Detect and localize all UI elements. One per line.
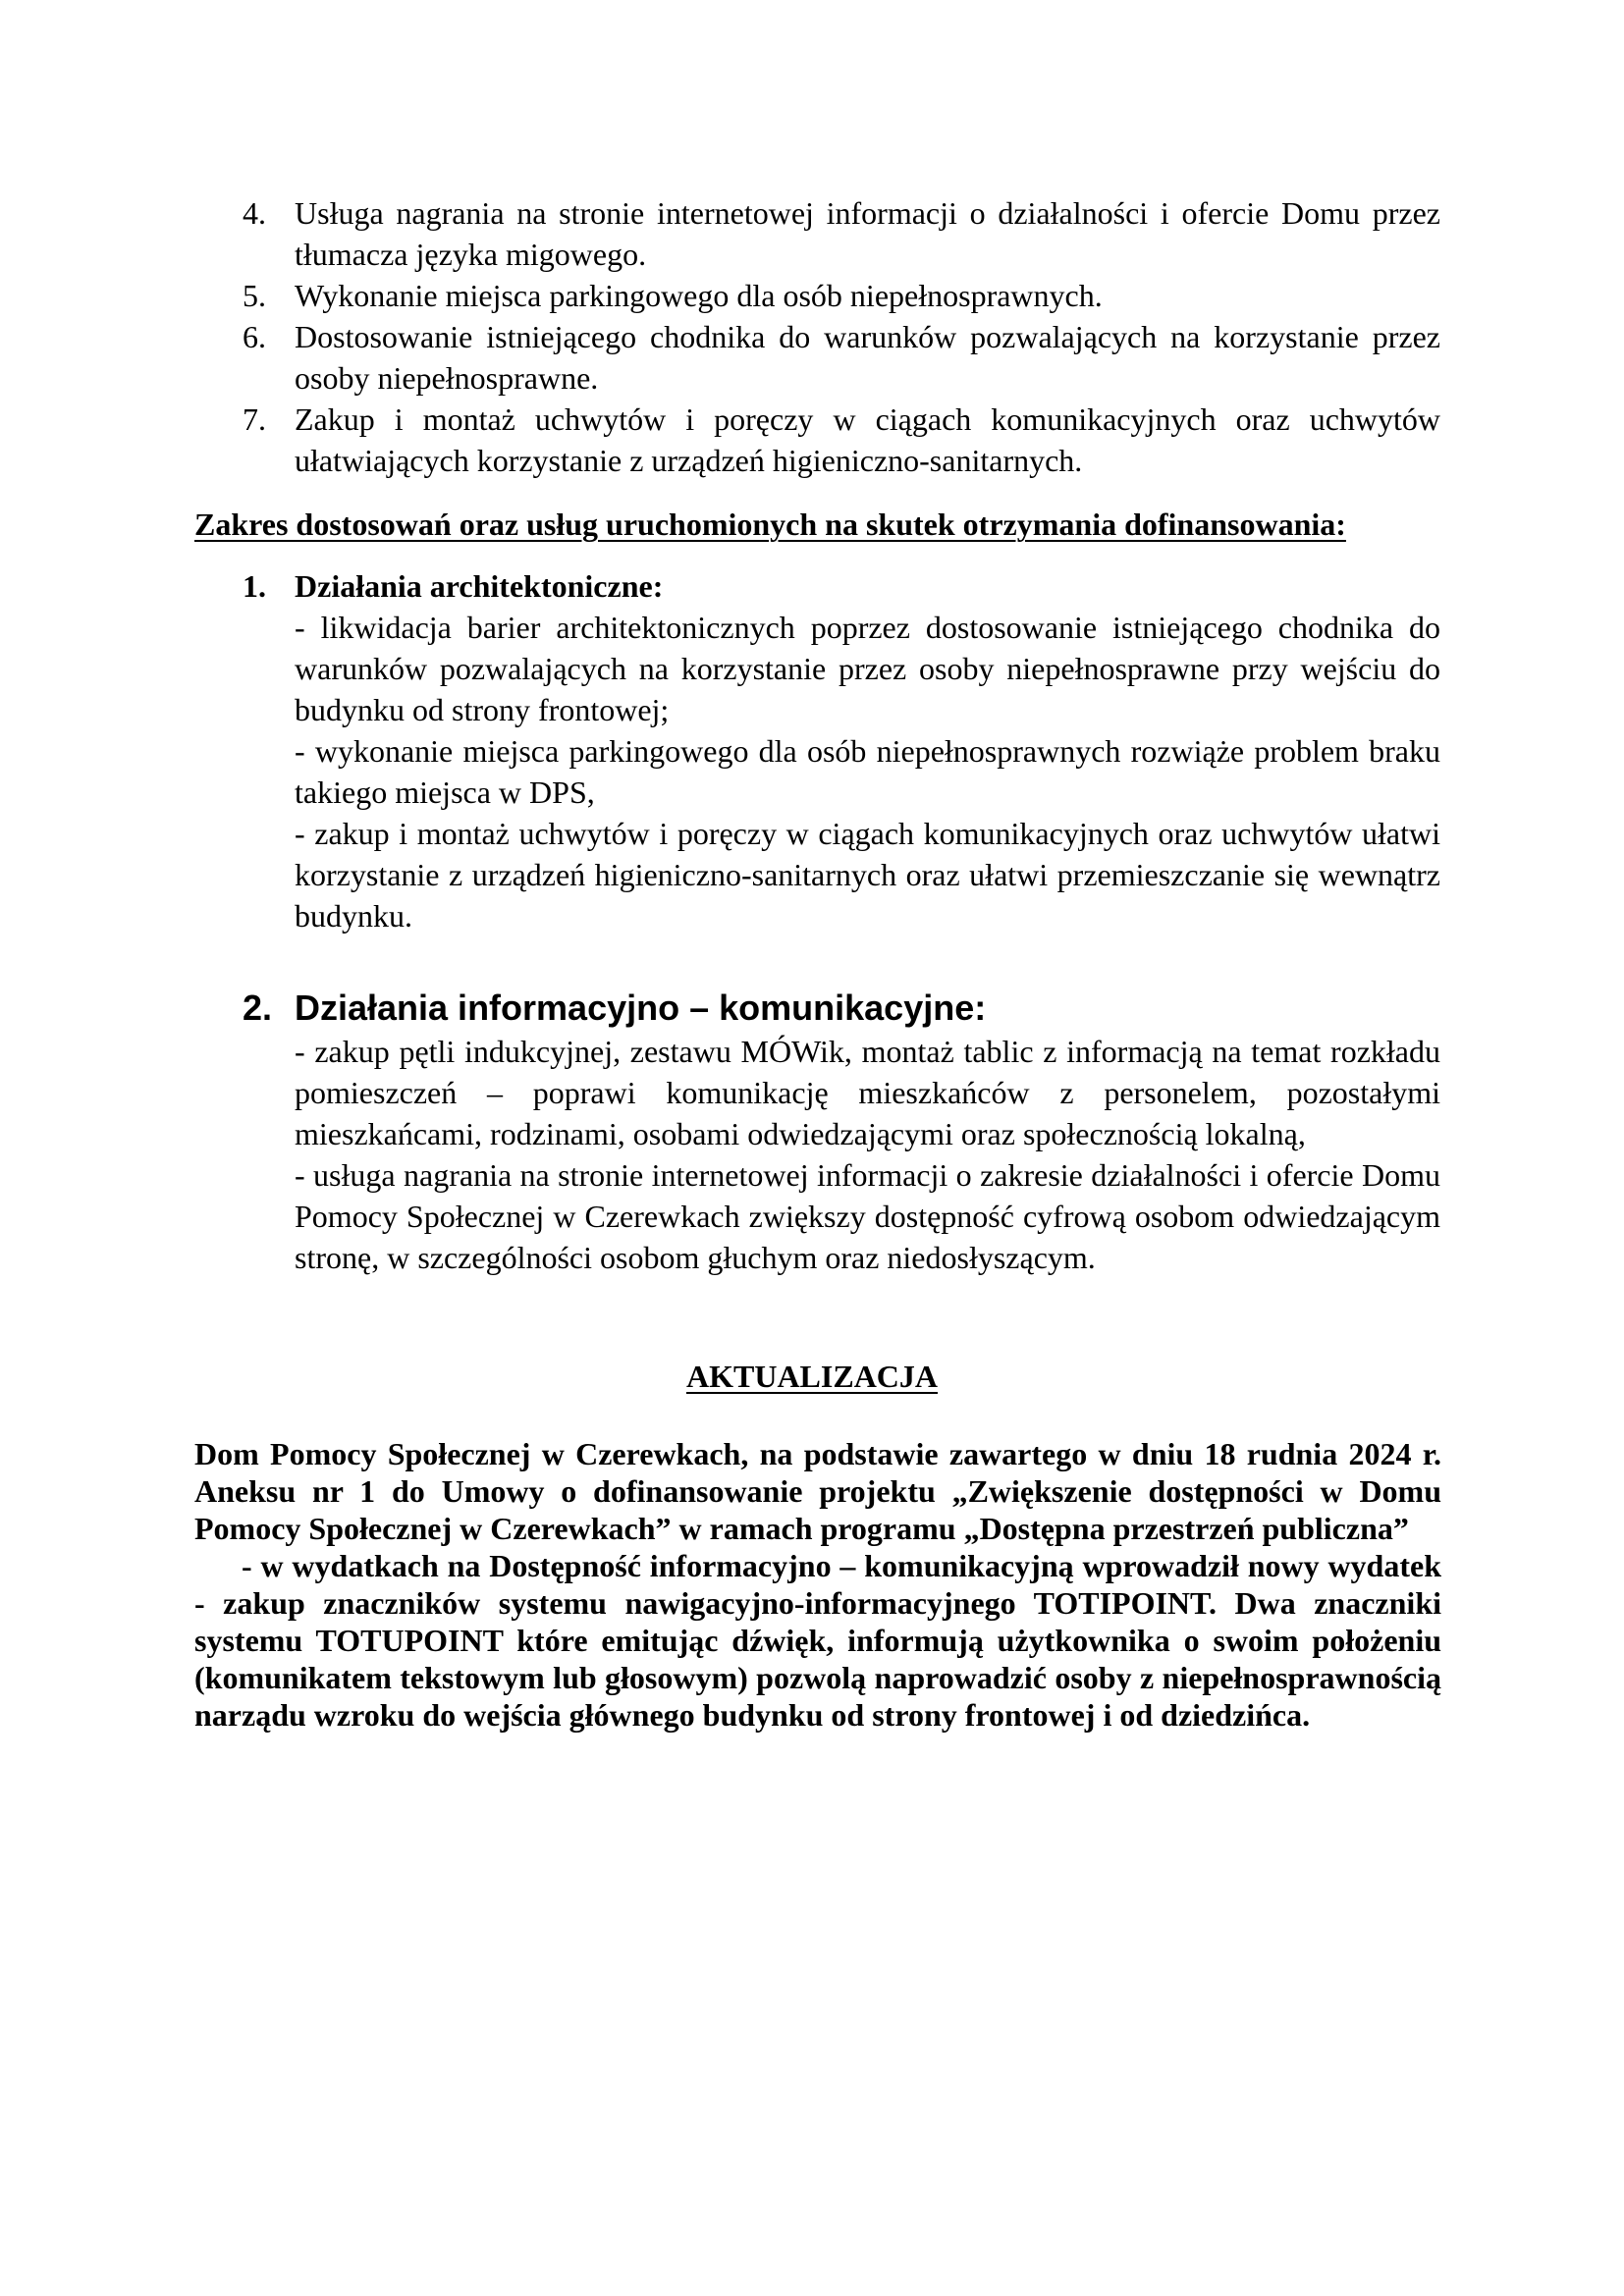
section-title	[243, 565, 1440, 607]
section-number: 2.	[243, 988, 273, 1028]
update-paragraph: Dom Pomocy Społecznej w Czerewkach, na podstawie zawartego w dniu 18 rudnia 2024 r. Aneksu nr 1 do Umowy o dofinansowanie projektu „Zwiększenie dostępności w Domu Pomocy Społecznej w Czerewkach” w ramach programu „Dostępna przestrzeń publiczna”	[194, 1436, 1441, 1546]
section-paragraph: - zakup i montaż uchwytów i poręczy w ciągach komunikacyjnych oraz uchwytów ułatwi korzystanie z urządzeń higieniczno-sanitarnych oraz ułatwi przemieszczanie się wewnątrz budynku.	[295, 816, 1440, 934]
section-title-text: Działania architektoniczne:	[295, 568, 664, 604]
numbered-list	[243, 192, 1440, 481]
list-item	[243, 399, 1440, 481]
list-item-number: 5.	[243, 278, 266, 313]
list-item-text: Dostosowanie istniejącego chodnika do warunków pozwalających na korzystanie przez osoby niepełnosprawne.	[295, 319, 1440, 396]
section-paragraph: - usługa nagrania na stronie internetowej informacji o zakresie działalności i ofercie Domu Pomocy Społecznej w Czerewkach zwiększy dostępność cyfrową osobom odwiedzającym stronę, w szczególności osobom głuchym oraz niedosłyszącym.	[295, 1157, 1440, 1275]
list-item-number: 6.	[243, 319, 266, 354]
list-item-text: Wykonanie miejsca parkingowego dla osób niepełnosprawnych.	[295, 278, 1103, 313]
list-item-text: Usługa nagrania na stronie internetowej informacji o działalności i ofercie Domu przez tłumacza języka migowego.	[295, 195, 1440, 272]
section-information	[243, 986, 1440, 1278]
list-item	[243, 275, 1440, 316]
section-paragraph: - wykonanie miejsca parkingowego dla osób niepełnosprawnych rozwiąże problem braku takiego miejsca w DPS,	[295, 733, 1440, 810]
section-paragraph: - zakup pętli indukcyjnej, zestawu MÓWik, montaż tablic z informacją na temat rozkładu pomieszczeń – poprawi komunikację mieszkańców z personelem, pozostałymi mieszkańcami, rodzinami, osobami odwiedzającymi oraz społecznością lokalną,	[295, 1034, 1440, 1151]
section-title-text: Działania informacyjno – komunikacyjne:	[295, 988, 987, 1028]
section-title	[243, 986, 1440, 1031]
section-number: 1.	[243, 568, 266, 604]
list-item	[243, 192, 1440, 275]
list-item-number: 7.	[243, 401, 266, 437]
list-item-number: 4.	[243, 195, 266, 231]
update-paragraph: - w wydatkach na Dostępność informacyjno – komunikacyjną wprowadził nowy wydatek - zakup znaczników systemu nawigacyjno-informacyjnego TOTIPOINT. Dwa znaczniki systemu TOTUPOINT które emitując dźwięk, informują użytkownika o swoim położeniu (komunikatem tekstowym lub głosowym) pozwolą naprowadzić osoby z niepełnosprawnością narządu wzroku do wejścia głównego budynku od strony frontowej i od dziedzińca.	[194, 1548, 1441, 1733]
list-item	[243, 316, 1440, 399]
scope-heading: Zakres dostosowań oraz usług uruchomionych na skutek otrzymania dofinansowania:	[194, 507, 1346, 542]
list-item-text: Zakup i montaż uchwytów i poręczy w ciągach komunikacyjnych oraz uchwytów ułatwiających korzystanie z urządzeń higieniczno-sanitarnych.	[295, 401, 1440, 478]
update-block	[194, 1435, 1441, 1734]
section-architectural	[243, 565, 1440, 936]
section-paragraph: - likwidacja barier architektonicznych poprzez dostosowanie istniejącego chodnika do warunków pozwalających na korzystanie przez osoby niepełnosprawne przy wejściu do budynku od strony frontowej;	[295, 610, 1440, 727]
update-title: AKTUALIZACJA	[685, 1359, 939, 1394]
